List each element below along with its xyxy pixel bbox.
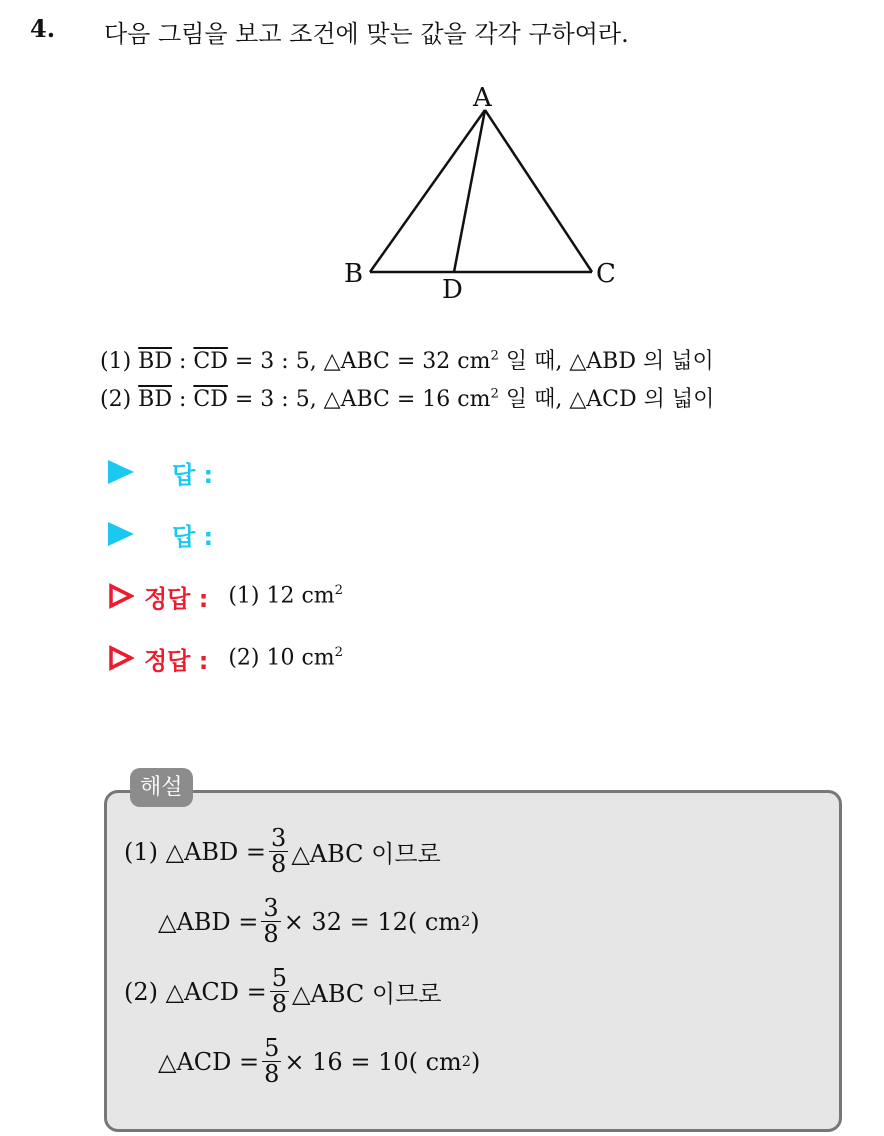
segment-ad bbox=[454, 110, 485, 272]
fraction bbox=[262, 1036, 281, 1087]
solution-text: △ABC 이므로 bbox=[292, 980, 442, 1009]
solution-text: △ABC 이므로 bbox=[291, 840, 441, 869]
vertex-c-label: C bbox=[596, 259, 616, 289]
solution-text: ) bbox=[470, 1047, 481, 1076]
correct-answer-value bbox=[228, 645, 343, 670]
solution-text: (1) △ABD = bbox=[124, 837, 267, 866]
numerator: 5 bbox=[264, 1034, 280, 1062]
exponent: 2 bbox=[490, 348, 499, 364]
question-number: 4. bbox=[30, 14, 56, 43]
segment-bd: $\overline{BD}$ bbox=[138, 387, 172, 412]
triangle-figure bbox=[330, 80, 630, 305]
solution-text: (2) △ACD = bbox=[124, 977, 267, 1006]
subquestion-2-condition: = 3 : 5, △ABC = 16 cm bbox=[227, 387, 491, 412]
numerator: 3 bbox=[263, 894, 279, 922]
solution-tab: 해설 bbox=[130, 768, 193, 807]
play-triangle-icon bbox=[108, 460, 134, 484]
exponent: 2 bbox=[490, 386, 499, 402]
correct-answer-label: 정답 : bbox=[144, 584, 209, 613]
outline-triangle-icon bbox=[108, 583, 134, 609]
correct-answer-text: (1) 12 cm bbox=[228, 583, 335, 609]
exponent: 2 bbox=[334, 645, 344, 661]
exponent: 2 bbox=[461, 1053, 471, 1070]
vertex-a-label: A bbox=[473, 83, 492, 113]
solution-line-1 bbox=[124, 826, 441, 877]
solution-line-2 bbox=[158, 896, 480, 947]
subquestion-2-tail: 일 때, △ACD 의 넓이 bbox=[498, 387, 715, 412]
exponent: 2 bbox=[461, 913, 471, 930]
solution-text: × 16 = 10( cm bbox=[284, 1047, 462, 1076]
question-text: 다음 그림을 보고 조건에 맞는 값을 각각 구하여라. bbox=[104, 20, 629, 48]
correct-answer-value bbox=[228, 583, 343, 608]
side-ac bbox=[485, 110, 592, 272]
side-ab bbox=[370, 110, 485, 272]
subquestion-2 bbox=[100, 382, 714, 413]
numerator: 5 bbox=[271, 964, 288, 992]
correct-answer-label: 정답 : bbox=[144, 646, 209, 675]
ratio-colon: : bbox=[171, 387, 194, 412]
solution-text: × 32 = 12( cm bbox=[283, 907, 462, 936]
vertex-b-label: B bbox=[344, 259, 364, 289]
vertex-d-label: D bbox=[442, 275, 463, 305]
numerator: 3 bbox=[271, 824, 287, 852]
segment-cd: $\overline{CD}$ bbox=[193, 387, 228, 412]
play-triangle-icon bbox=[108, 522, 134, 546]
fraction bbox=[269, 826, 288, 877]
correct-answer-row-1 bbox=[108, 576, 343, 616]
answer-label: 답 : bbox=[172, 460, 214, 489]
ratio-colon: : bbox=[171, 349, 194, 374]
fraction bbox=[270, 966, 289, 1017]
correct-answer-text: (2) 10 cm bbox=[228, 645, 335, 671]
denominator: 8 bbox=[271, 990, 288, 1019]
segment-bd: $\overline{BD}$ bbox=[138, 349, 172, 374]
solution-text: ) bbox=[470, 907, 480, 936]
subquestion-1-condition: = 3 : 5, △ABC = 32 cm bbox=[227, 349, 491, 374]
solution-text: △ABD = bbox=[158, 907, 259, 936]
segment-cd: $\overline{CD}$ bbox=[193, 349, 228, 374]
denominator: 8 bbox=[271, 850, 287, 879]
solution-line-4 bbox=[158, 1036, 480, 1087]
solution-text: △ACD = bbox=[158, 1047, 260, 1076]
subquestion-1-num: (1) bbox=[100, 349, 132, 374]
solution-line-3 bbox=[124, 966, 441, 1017]
answer-row-1[interactable] bbox=[108, 452, 213, 492]
correct-answer-row-2 bbox=[108, 638, 343, 678]
exponent: 2 bbox=[334, 583, 344, 599]
answer-row-2[interactable] bbox=[108, 514, 213, 554]
subquestion-1-tail: 일 때, △ABD 의 넓이 bbox=[498, 349, 714, 374]
denominator: 8 bbox=[263, 920, 279, 949]
subquestion-1 bbox=[100, 344, 714, 375]
fraction bbox=[261, 896, 280, 947]
subquestion-2-num: (2) bbox=[100, 387, 132, 412]
answer-label: 답 : bbox=[172, 522, 214, 551]
denominator: 8 bbox=[264, 1060, 280, 1089]
outline-triangle-icon bbox=[108, 645, 134, 671]
